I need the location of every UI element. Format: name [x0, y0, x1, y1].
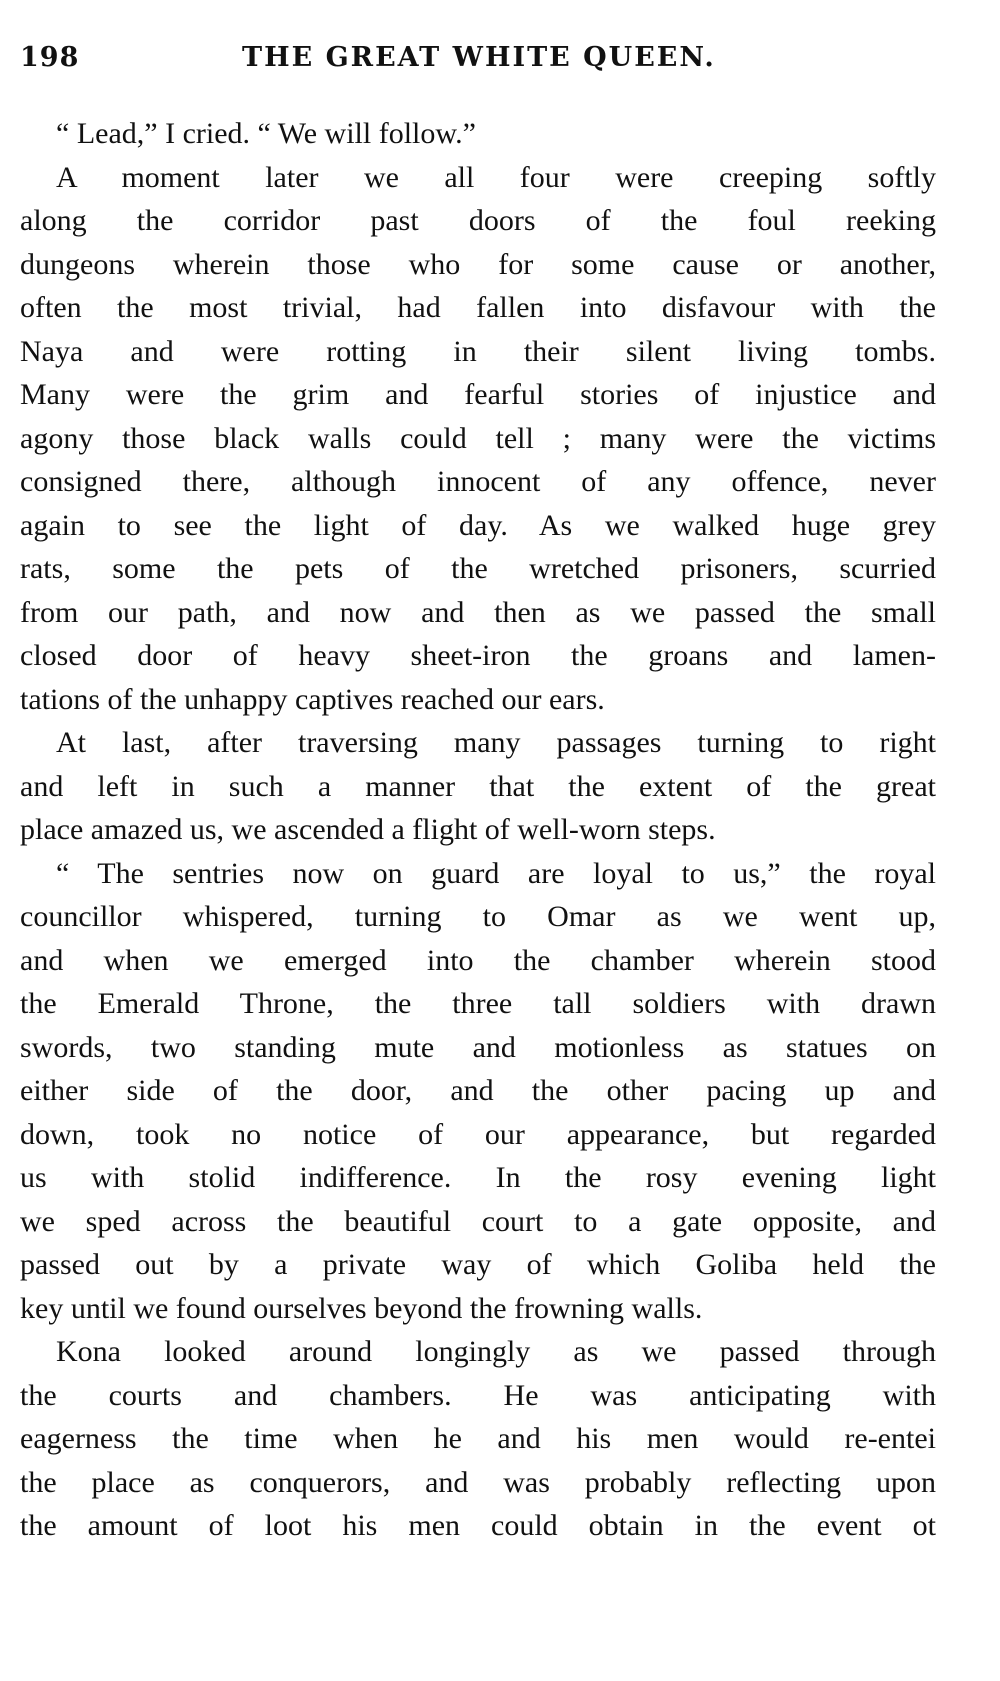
paragraph	[20, 156, 936, 722]
text-line: the Emerald Throne, the three tall soldiers with drawn	[20, 987, 936, 1020]
text-line: we sped across the beautiful court to a gate opposite, and	[20, 1204, 936, 1238]
text-line: A moment later we all four were creeping softly	[56, 160, 936, 194]
paragraph	[20, 852, 936, 1331]
text-line: agony those black walls could tell ; many were the victims	[20, 421, 936, 455]
text-line: the place as conquerors, and was probably reflecting upon	[20, 1465, 936, 1499]
page-number: 198	[20, 42, 80, 73]
text-line: “ Lead,” I cried. “ We will follow.”	[56, 117, 476, 150]
text-line: consigned there, although innocent of any offence, never	[20, 465, 936, 498]
text-line: Many were the grim and fearful stories of injustice and	[20, 378, 936, 411]
text-line: from our path, and now and then as we passed the small	[20, 595, 936, 629]
paragraph	[20, 1330, 936, 1548]
text-line: the courts and chambers. He was anticipating with	[20, 1378, 936, 1412]
text-line: the amount of loot his men could obtain in the event ot	[20, 1509, 936, 1542]
text-line: us with stolid indifference. In the rosy evening light	[20, 1161, 936, 1194]
running-head	[20, 42, 936, 78]
running-title: THE GREAT WHITE QUEEN.	[242, 42, 716, 73]
text-line: closed door of heavy sheet-iron the groans and lamen-	[20, 639, 936, 672]
text-line: tations of the unhappy captives reached our ears.	[20, 682, 605, 716]
text-line: either side of the door, and the other pacing up and	[20, 1074, 936, 1107]
text-line: passed out by a private way of which Goliba held the	[20, 1248, 936, 1281]
text-line: key until we found ourselves beyond the frowning walls.	[20, 1291, 703, 1325]
text-line: place amazed us, we ascended a flight of well-worn steps.	[20, 813, 716, 846]
book-page	[20, 42, 936, 1548]
text-line: dungeons wherein those who for some cause or another,	[20, 247, 936, 281]
text-line: councillor whispered, turning to Omar as we went up,	[20, 900, 936, 933]
text-line: swords, two standing mute and motionless as statues on	[20, 1030, 936, 1064]
text-line: down, took no notice of our appearance, but regarded	[20, 1117, 936, 1151]
paragraph	[20, 721, 936, 852]
body-text	[20, 112, 936, 1548]
text-line: “ The sentries now on guard are loyal to us,” the royal	[56, 856, 936, 890]
text-line: and when we emerged into the chamber wherein stood	[20, 943, 936, 977]
text-line: rats, some the pets of the wretched prisoners, scurried	[20, 552, 936, 585]
text-line: often the most trivial, had fallen into disfavour with the	[20, 291, 936, 324]
text-line: At last, after traversing many passages turning to right	[56, 726, 936, 759]
paragraph	[20, 112, 936, 156]
text-line: along the corridor past doors of the foul reeking	[20, 204, 936, 237]
text-line: Kona looked around longingly as we passed through	[56, 1335, 936, 1368]
text-line: eagerness the time when he and his men would re-entei	[20, 1422, 936, 1455]
text-line: Naya and were rotting in their silent living tombs.	[20, 334, 936, 368]
text-line: again to see the light of day. As we walked huge grey	[20, 508, 936, 542]
text-line: and left in such a manner that the extent of the great	[20, 769, 936, 803]
